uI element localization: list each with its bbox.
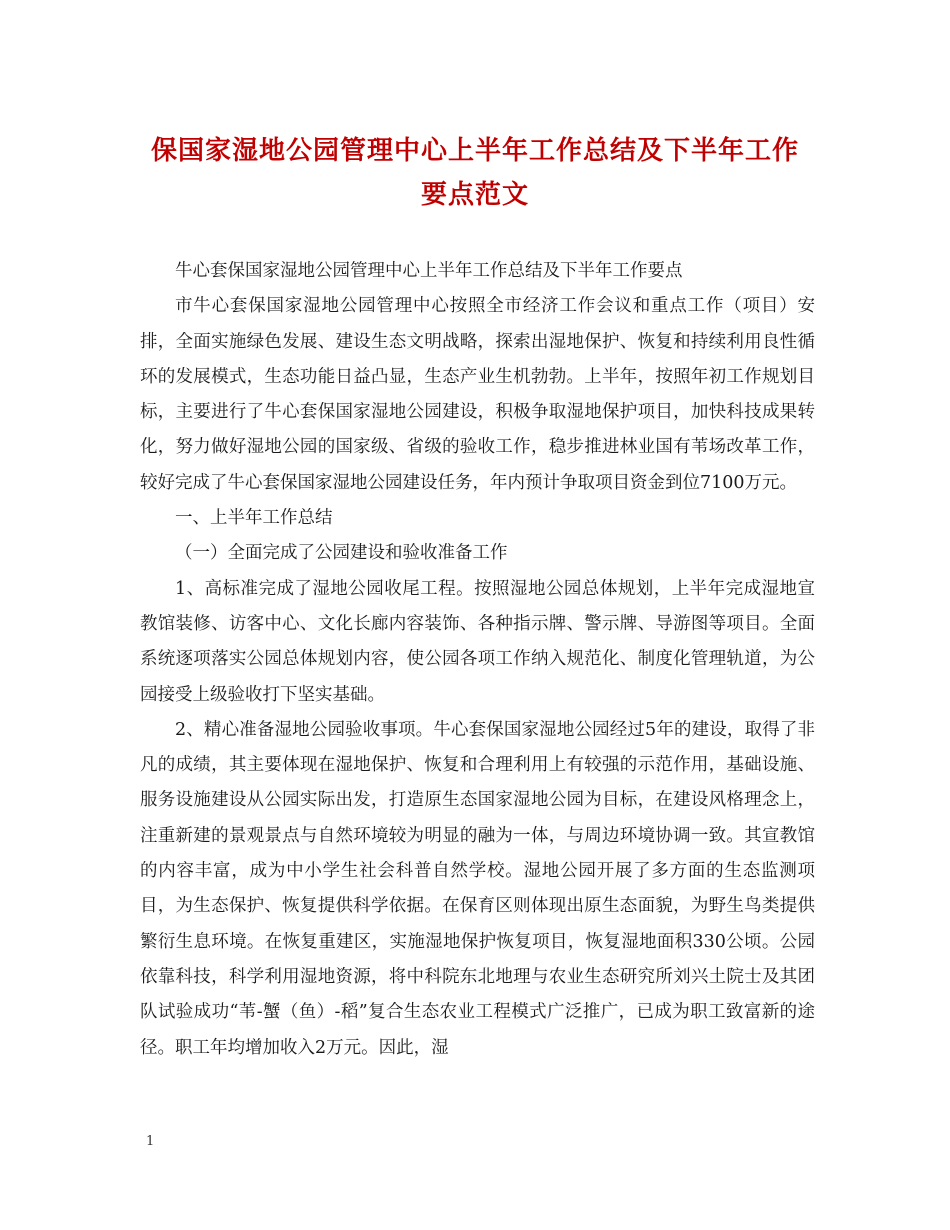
paragraph-item-1: 1、高标准完成了湿地公园收尾工程。按照湿地公园总体规划，上半年完成湿地宣教馆装修、访客中心、文化长廊内容装饰、各种指示牌、警示牌、导游图等项目。全面系统逐项落实公园总体规划内容，使公园各项工作纳入规范化、制度化管理轨道，为公园接受上级验收打下坚实基础。: [140, 578, 815, 705]
page-number: 1: [146, 1134, 155, 1149]
paragraph-item-2: 2、精心准备湿地公园验收事项。牛心套保国家湿地公园经过5年的建设，取得了非凡的成绩，其主要体现在湿地保护、恢复和合理利用上有较强的示范作用，基础设施、服务设施建设从公园实际出发，打造原生态国家湿地公园为目标，在建设风格理念上，注重新建的景观景点与自然环境较为明显的融为一体，与周边环境协调一致。其宣教馆的内容丰富，成为中小学生社会科普自然学校。湿地公园开展了多方面的生态监测项目，为生态保护、恢复提供科学依据。在保育区则体现出原生态面貌，为野生鸟类提供繁衍生息环境。在恢复重建区，实施湿地保护恢复项目，恢复湿地面积330公顷。公园依靠科技，科学利用湿地资源，将中科院东北地理与农业生态研究所刘兴土院士及其团队试验成功“苇-蟹（鱼）-稻”复合生态农业工程模式广泛推广，已成为职工致富新的途径。职工年均增加收入2万元。因此，湿: [140, 719, 815, 1058]
document-body: [140, 254, 815, 1066]
section-heading: 一、上半年工作总结: [175, 508, 333, 529]
subsection-heading: （一）全面完成了公园建设和验收准备工作: [175, 543, 508, 564]
document-title-line-1: 保国家湿地公园管理中心上半年工作总结及下半年工作: [150, 136, 799, 166]
paragraph-subtitle: 牛心套保国家湿地公园管理中心上半年工作总结及下半年工作要点: [175, 261, 683, 281]
document-title-line-2: 要点范文: [420, 180, 529, 210]
paragraph-intro: 市牛心套保国家湿地公园管理中心按照全市经济工作会议和重点工作（项目）安排，全面实施绿色发展、建设生态文明战略，探索出湿地保护、恢复和持续利用良性循环的发展模式，生态功能日益凸显，生态产业生机勃勃。上半年，按照年初工作规划目标，主要进行了牛心套保国家湿地公园建设，积极争取湿地保护项目，加快科技成果转化，努力做好湿地公园的国家级、省级的验收工作，稳步推进林业国有苇场改革工作，较好完成了牛心套保国家湿地公园建设任务，年内预计争取项目资金到位7100万元。: [140, 296, 815, 493]
